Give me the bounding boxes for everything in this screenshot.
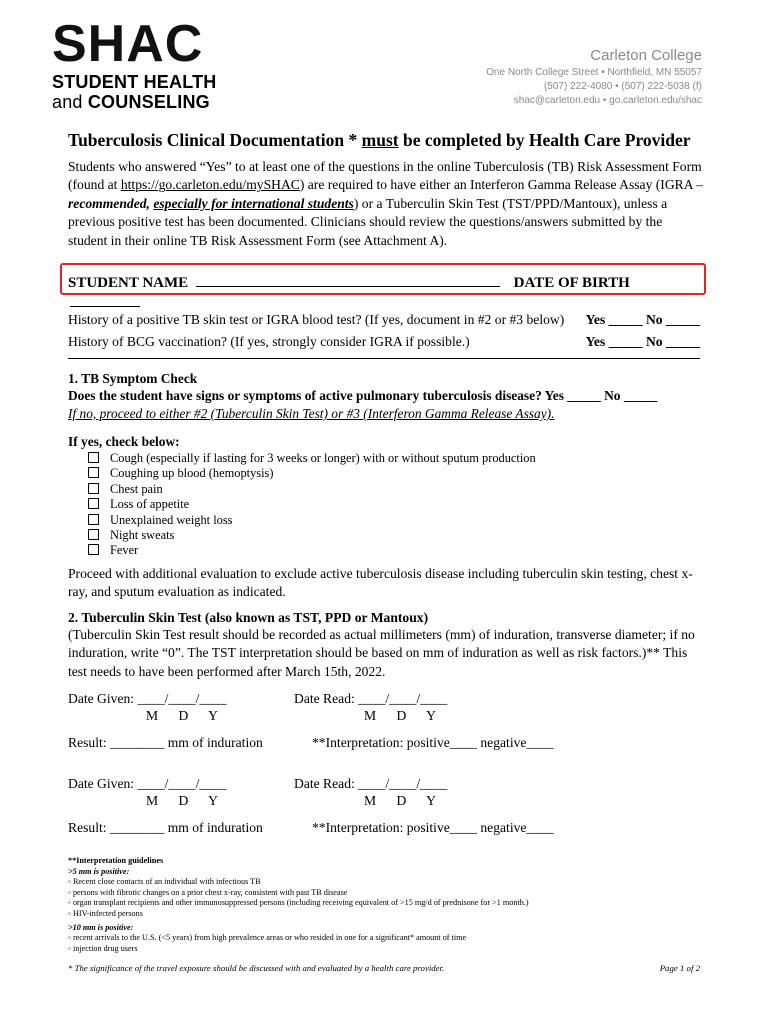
history-tb-test (68, 312, 700, 328)
symptom-item[interactable]: Night sweats (88, 528, 536, 543)
dob-label: DATE OF BIRTH (513, 275, 630, 291)
section2-note: (Tuberculin Skin Test result should be recorded as actual millimeters (mm) of induration, transverse diameter; if no induration, write “0”. The TST interpretation should be based on mm of induration as well as risk factors.)** This test needs to have been performed after March 15th, 2022. (68, 627, 695, 679)
checkbox-icon[interactable] (88, 467, 99, 478)
mdy-label-2: M D Y (364, 708, 436, 723)
dob-field[interactable] (70, 292, 140, 307)
checkbox-icon[interactable] (88, 498, 99, 509)
student-name-label: STUDENT NAME (68, 275, 189, 291)
guideline-item: ◦ Recent close contacts of an individual with infectious TB (68, 877, 261, 887)
logo-line-1: STUDENT HEALTH (52, 72, 217, 92)
checkbox-icon[interactable] (88, 529, 99, 540)
date-given-1[interactable]: Date Given: ____/____/____ (68, 691, 227, 706)
student-name-field[interactable] (196, 272, 500, 287)
footer-note: * The significance of the travel exposure should be discussed with and evaluated by a health care provider. (68, 963, 445, 973)
interpretation-1[interactable]: **Interpretation: positive____ negative____ (312, 735, 554, 750)
guidelines-10mm: >10 mm is positive: (68, 922, 134, 932)
section1-heading: 1. TB Symptom Check (68, 371, 198, 386)
page-footer (68, 963, 700, 973)
symptom-item[interactable]: Loss of appetite (88, 497, 536, 512)
checkbox-icon[interactable] (88, 452, 99, 463)
guideline-item: ◦ injection drug users (68, 943, 138, 953)
history-bcg (68, 334, 700, 350)
mdy-label-4: M D Y (364, 793, 436, 808)
checkbox-icon[interactable] (88, 544, 99, 555)
guideline-item: ◦ HIV-infected persons (68, 908, 143, 918)
history-bcg-question: History of BCG vaccination? (If yes, strongly consider IGRA if possible.) (68, 334, 470, 349)
result-2[interactable]: Result: ________ mm of induration (68, 820, 263, 835)
guidelines-heading: **Interpretation guidelines (68, 856, 164, 865)
interpretation-2[interactable]: **Interpretation: positive____ negative____ (312, 820, 554, 835)
checkbox-icon[interactable] (88, 483, 99, 494)
section1-no-note: If no, proceed to either #2 (Tuberculin Skin Test) or #3 (Interferon Gamma Release Assay). (68, 406, 555, 421)
date-read-2[interactable]: Date Read: ____/____/____ (294, 776, 448, 791)
symptom-item[interactable]: Cough (especially if lasting for 3 weeks or longer) with or without sputum production (88, 451, 536, 466)
mdy-label-1: M D Y (146, 708, 218, 723)
page-number: Page 1 of 2 (659, 963, 700, 973)
myshac-link[interactable]: https://go.carleton.edu/mySHAC (120, 177, 300, 193)
logo-mark: SHAC (52, 15, 204, 73)
symptom-list (88, 451, 536, 559)
intro-paragraph: Students who answered “Yes” to at least one of the questions in the online Tuberculosis (TB) Risk Assessment Form (found at https://go.carleton.edu/mySHAC) are required to have either an Interferon Gamma Release Assay (IGRA – recommended, especially for international students) or a Tuberculin Skin Test (TST/PPD/Mantoux), unless a previous positive test has been documented. Clinicians should review the questions/answers submitted by the student in their online TB Risk Assessment Form (see Attachment A). (68, 159, 703, 248)
college-name: Carleton College (590, 47, 702, 64)
shac-logo (52, 15, 252, 112)
guideline-item: ◦ organ transplant recipients and other immunosuppressed persons (including receiving equivalent of >15 mg/d of prednisone for >1 month.) (68, 898, 529, 908)
divider (68, 358, 700, 359)
section1-if-yes: If yes, check below: (68, 434, 180, 449)
college-phone: (507) 222-4080 • (507) 222-5038 (f) (543, 81, 702, 92)
checkbox-icon[interactable] (88, 514, 99, 525)
result-1[interactable]: Result: ________ mm of induration (68, 735, 263, 750)
guideline-item: ◦ recent arrivals to the U.S. (<5 years) from high prevalence areas or who resided in one for a significant* amount of time (68, 933, 467, 943)
guideline-item: ◦ persons with fibrotic changes on a prior chest x-ray, consistent with past TB disease (68, 887, 348, 897)
date-read-1[interactable]: Date Read: ____/____/____ (294, 691, 448, 706)
section1-proceed: Proceed with additional evaluation to exclude active tuberculosis disease including tuberculin skin testing, chest x-ray, and sputum evaluation as indicated. (68, 566, 693, 600)
mdy-label-3: M D Y (146, 793, 218, 808)
date-given-2[interactable]: Date Given: ____/____/____ (68, 776, 227, 791)
logo-line-2: and COUNSELING (52, 92, 210, 112)
page-title: Tuberculosis Clinical Documentation * must be completed by Health Care Provider (68, 130, 691, 150)
symptom-item[interactable]: Chest pain (88, 482, 536, 497)
history-tb-question: History of a positive TB skin test or IGRA blood test? (If yes, document in #2 or #3 below) (68, 312, 565, 327)
section1-question[interactable]: Does the student have signs or symptoms of active pulmonary tuberculosis disease? Yes _____ No _____ (68, 388, 658, 403)
symptom-item[interactable]: Unexplained weight loss (88, 513, 536, 528)
student-info-row (68, 272, 696, 312)
section2-heading: 2. Tuberculin Skin Test (also known as TST, PPD or Mantoux) (68, 610, 429, 625)
symptom-item[interactable]: Fever (88, 543, 536, 558)
history-bcg-yes-no[interactable]: Yes _____ No _____ (585, 334, 700, 349)
symptom-item[interactable]: Coughing up blood (hemoptysis) (88, 466, 536, 481)
college-contact: shac@carleton.edu • go.carleton.edu/shac (513, 95, 702, 106)
interpretation-guidelines (68, 856, 529, 954)
college-header (486, 46, 702, 108)
history-tb-yes-no[interactable]: Yes _____ No _____ (585, 312, 700, 327)
college-address: One North College Street • Northfield, MN 55057 (486, 67, 702, 78)
guidelines-5mm: >5 mm is positive: (68, 866, 130, 876)
